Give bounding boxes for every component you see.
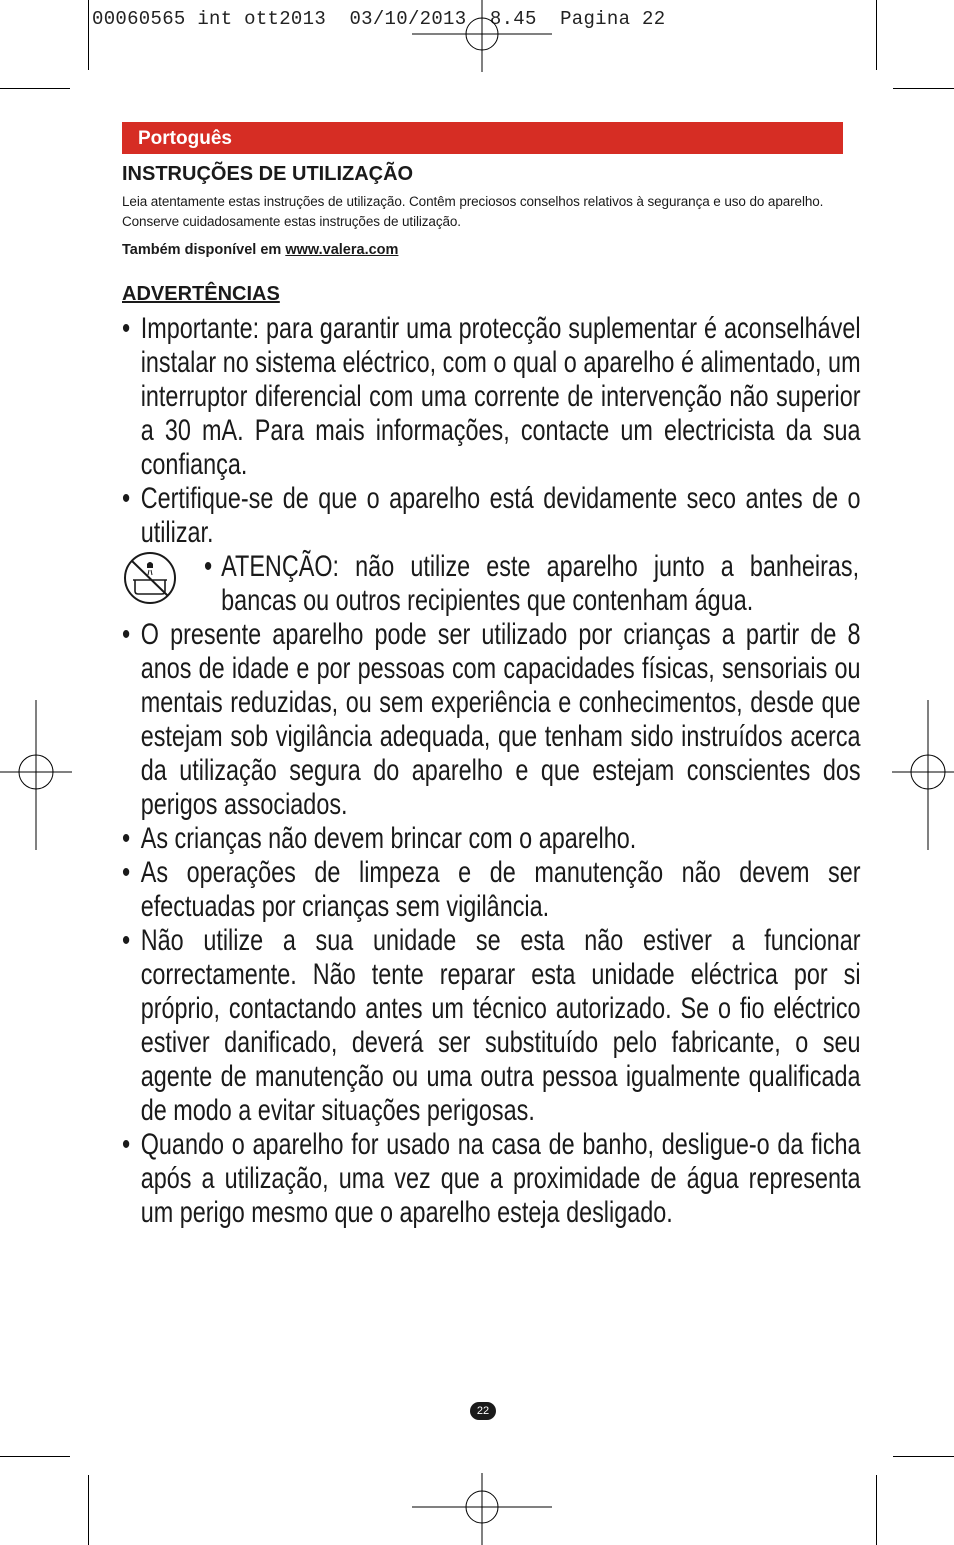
water-warning-text-block	[204, 550, 859, 618]
also-available-prefix: Também disponível em	[122, 242, 286, 258]
bullet-glyph: •	[122, 856, 131, 889]
bullet-glyph: •	[122, 482, 131, 515]
page-number: 22	[470, 1402, 496, 1420]
crop-mark-bottom-right-h	[893, 1456, 954, 1457]
crop-mark-bottom-right-v	[876, 1475, 877, 1545]
print-header: 00060565 int ott2013 03/10/2013 8.45 Pagina 22	[92, 8, 666, 30]
also-available-line	[122, 238, 843, 262]
warnings-list-continued	[122, 618, 861, 1230]
bullet-glyph: •	[122, 618, 131, 651]
registration-mark-right	[892, 700, 954, 850]
warning-item	[122, 924, 861, 1128]
crop-mark-top-right-h	[893, 88, 954, 89]
warning-item	[122, 482, 861, 550]
warning-item	[122, 822, 861, 856]
no-water-icon	[122, 550, 178, 606]
bullet-glyph: •	[122, 1128, 131, 1161]
warning-text: Quando o aparelho for usado na casa de banho, desligue-o da ficha após a utilização, uma vez que a proximidade de água representa um perigo mesmo que o aparelho esteja desligado.	[140, 1128, 861, 1229]
warning-text: Importante: para garantir uma protecção suplementar é aconselhável instalar no sistema eléctrico, com o qual o aparelho é alimentado, um interruptor diferencial com uma corrente de intervenção não superior a 30 mA. Para mais informações, contacte um electricista da sua confiança.	[140, 312, 861, 481]
website-link[interactable]: www.valera.com	[285, 242, 399, 258]
instructions-heading: INSTRUÇÕES DE UTILIZAÇÃO	[122, 163, 414, 185]
language-bar: Portoguês	[122, 122, 843, 154]
bullet-glyph: •	[204, 550, 213, 583]
crop-mark-bottom-left-v	[88, 1475, 89, 1545]
warning-item	[122, 312, 861, 482]
registration-mark-left	[0, 700, 72, 850]
warning-text: Certifique-se de que o aparelho está devidamente seco antes de o utilizar.	[140, 482, 861, 549]
bullet-glyph: •	[122, 312, 131, 345]
crop-mark-top-left-h	[0, 88, 70, 89]
registration-mark-top	[412, 0, 552, 72]
water-warning-item	[122, 550, 860, 618]
warning-item	[122, 1128, 861, 1230]
main-content	[122, 162, 861, 1230]
warning-text: ATENÇÃO: não utilize este aparelho junto a banheiras, bancas ou outros recipientes que contenham água.	[221, 550, 860, 617]
crop-mark-bottom-left-h	[0, 1456, 70, 1457]
warning-text: As operações de limpeza e de manutenção não devem ser efectuadas por crianças sem vigilância.	[140, 856, 861, 923]
warnings-heading: ADVERTÊNCIAS	[122, 283, 280, 305]
warning-text: Não utilize a sua unidade se esta não estiver a funcionar correctamente. Não tente reparar esta unidade eléctrica por si próprio, contactando antes um técnico autorizado. Se o fio eléctrico estiver danificado, deverá ser substituído pelo fabricante, o seu agente de manutenção ou uma outra pessoa igualmente qualificada de modo a evitar situações perigosas.	[140, 924, 861, 1127]
crop-mark-top-right-v	[876, 0, 877, 70]
crop-mark-top-left-v	[88, 0, 89, 70]
registration-mark-bottom	[412, 1473, 552, 1545]
bullet-glyph: •	[122, 924, 131, 957]
warnings-list	[122, 312, 861, 550]
warning-item	[122, 856, 861, 924]
warning-item	[122, 618, 861, 822]
warning-text: O presente aparelho pode ser utilizado por crianças a partir de 8 anos de idade e por pessoas com capacidades físicas, sensoriais ou mentais reduzidas, ou sem experiência e conhecimentos, desde que estejam sob vigilância adequada, que tenham sido instruídos acerca da utilização segura do aparelho e que estejam conscientes dos perigos associados.	[140, 618, 861, 821]
bullet-glyph: •	[122, 822, 131, 855]
warning-text: As crianças não devem brincar com o aparelho.	[140, 822, 637, 855]
intro-paragraph: Leia atentamente estas instruções de utilização. Contêm preciosos conselhos relativos à segurança e uso do aparelho. Conserve cuidadosamente estas instruções de utilização.	[122, 194, 824, 229]
